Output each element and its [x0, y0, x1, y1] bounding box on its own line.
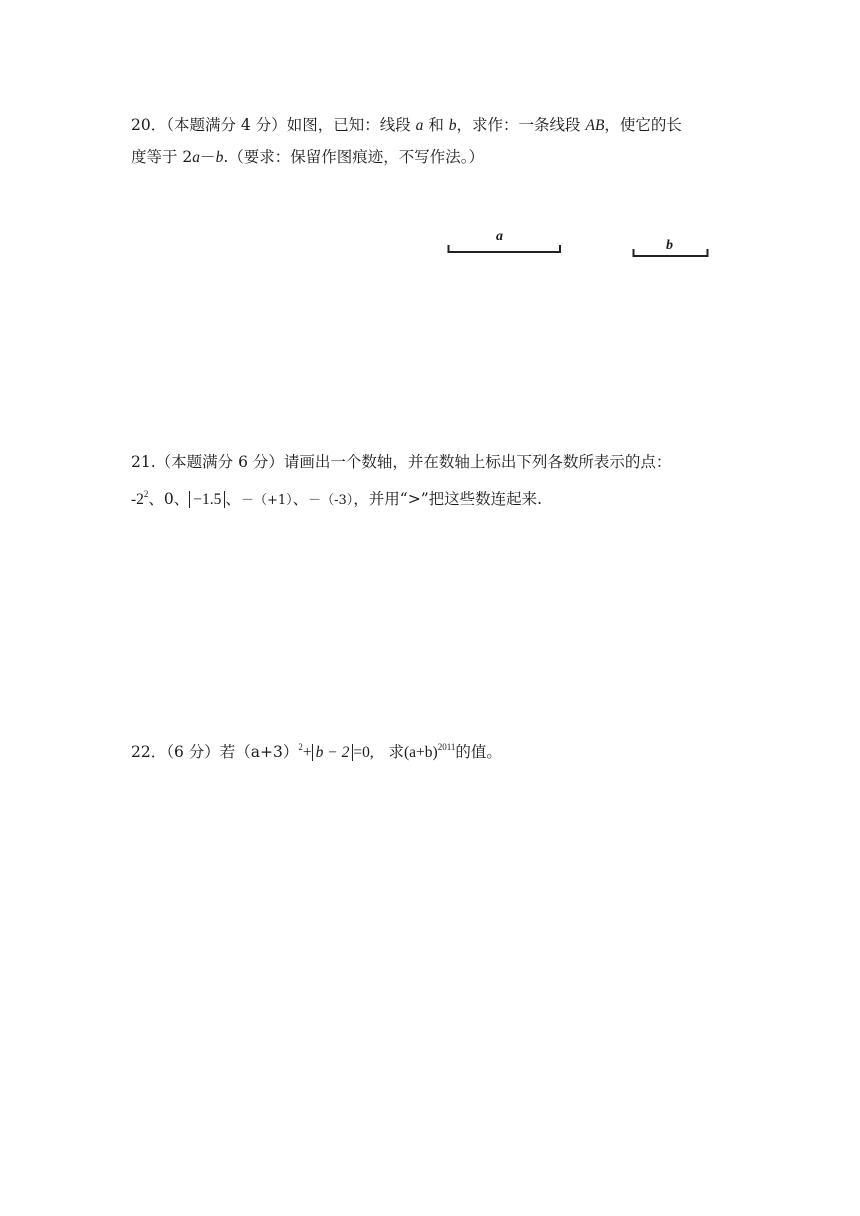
- q20-text: ，求作：一条线段: [456, 116, 581, 134]
- var-b: b: [215, 149, 224, 166]
- segment-a-label: a: [496, 229, 503, 244]
- q22-text: 22．（6 分）若（a+3）: [131, 743, 299, 761]
- plus-sign: +: [302, 744, 312, 761]
- q21-text: 21.（本题满分 6 分）请画出一个数轴，并在数轴上标出下列各数所表示的点：: [131, 453, 672, 471]
- equals-zero: =0,: [353, 744, 374, 761]
- q20-text: 20．（本题满分 4 分）如图，已知：线段: [131, 116, 411, 134]
- q21-text: 、: [292, 490, 309, 508]
- q22-text: 的值。: [455, 743, 502, 761]
- q20-text: 度等于 2: [131, 148, 193, 166]
- q22-line: [131, 740, 502, 762]
- var-b: b: [448, 117, 457, 134]
- segment-a: [447, 243, 563, 255]
- q21-text: 、0、: [148, 490, 190, 508]
- q21-line-2: [131, 487, 542, 509]
- q22-ask: 求(a+b): [388, 744, 438, 761]
- abs-b-minus-2: b − 2: [312, 744, 354, 761]
- exponent-2: 2: [298, 742, 303, 752]
- q20-text: .（要求：保留作图痕迹，不写作法。）: [223, 148, 484, 166]
- number-neg-plus-1: －（+1）: [240, 493, 293, 508]
- minus-sign: －: [200, 148, 216, 166]
- q20-text: ，使它的长: [604, 116, 682, 134]
- q21-text: 、: [225, 490, 241, 508]
- segment-b-label: b: [666, 238, 673, 253]
- q20-line-1: [131, 113, 682, 135]
- number-neg-neg-3: －（-3）: [308, 493, 354, 508]
- var-AB: AB: [585, 117, 605, 134]
- number-neg-2-squared: $-2^2$: [131, 489, 149, 508]
- exponent-2011: 2011: [437, 742, 456, 752]
- q21-text: ，并用“>”把这些数连起来.: [353, 490, 543, 508]
- q21-line-1: [131, 450, 671, 472]
- var-a: a: [415, 117, 424, 134]
- q20-line-2: [131, 145, 484, 167]
- q20-text: 和: [428, 116, 444, 134]
- abs-neg-1-5: −1.5: [189, 491, 225, 508]
- segment-a-line: [447, 243, 563, 255]
- var-a: a: [192, 149, 201, 166]
